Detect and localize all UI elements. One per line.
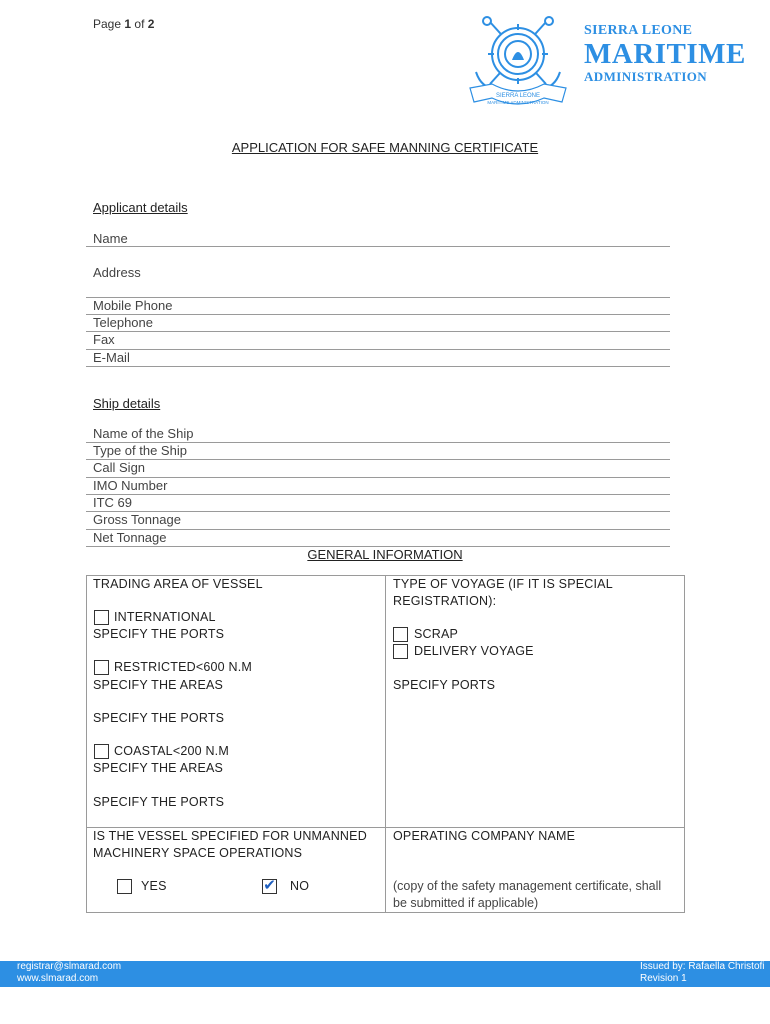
applicant-heading: Applicant details	[93, 200, 188, 215]
applicant-name-field[interactable]: Name	[86, 231, 670, 247]
seal-text-top: SIERRA LEONE	[495, 93, 541, 99]
trading-area-title: TRADING AREA OF VESSEL	[93, 577, 263, 591]
seal-text-bottom: MARITIME ADMINISTRATION	[487, 100, 549, 105]
footer-email[interactable]: registrar@slmarad.com	[17, 961, 122, 972]
scrap-checkbox[interactable]	[393, 627, 408, 642]
applicant-fax-field[interactable]: Fax	[86, 332, 670, 350]
restricted-specify-ports: SPECIFY THE PORTS	[93, 711, 225, 725]
unmanned-no-label: NO	[290, 879, 310, 893]
voyage-title-line1: TYPE OF VOYAGE (IF IT IS SPECIAL	[393, 577, 613, 591]
ship-heading: Ship details	[93, 396, 161, 411]
page-indicator	[93, 17, 154, 31]
unmanned-question-line2: MACHINERY SPACE OPERATIONS	[93, 846, 303, 860]
restricted-label: RESTRICTED<600 N.M	[114, 660, 253, 674]
maritime-seal-logo	[462, 14, 574, 110]
document-title: APPLICATION FOR SAFE MANNING CERTIFICATE	[231, 140, 539, 155]
ship-type-field[interactable]: Type of the Ship	[86, 443, 670, 460]
international-label: INTERNATIONAL	[114, 610, 216, 624]
applicant-address-field[interactable]: Address	[86, 265, 670, 298]
footer-revision: Revision 1	[640, 973, 687, 984]
page-label: Page	[93, 17, 122, 31]
coastal-label: COASTAL<200 N.M	[114, 744, 229, 758]
restricted-checkbox[interactable]	[94, 660, 109, 675]
page-current: 1	[124, 17, 132, 31]
table-divider-horizontal	[86, 827, 685, 828]
ship-net-tonnage-field[interactable]: Net Tonnage	[86, 530, 670, 547]
applicant-mobile-field[interactable]: Mobile Phone	[86, 298, 670, 315]
page-total: 2	[147, 17, 155, 31]
coastal-specify-ports: SPECIFY THE PORTS	[93, 795, 225, 809]
applicant-telephone-field[interactable]: Telephone	[86, 315, 670, 332]
brand-line-1: SIERRA LEONE	[584, 23, 693, 38]
table-divider-vertical	[385, 575, 386, 913]
general-info-heading: GENERAL INFORMATION	[307, 547, 463, 562]
ship-imo-field[interactable]: IMO Number	[86, 478, 670, 495]
footer-bar	[0, 961, 770, 987]
applicant-email-field[interactable]: E-Mail	[86, 350, 670, 367]
brand-line-2: MARITIME	[584, 38, 746, 70]
ship-gross-tonnage-field[interactable]: Gross Tonnage	[86, 512, 670, 530]
international-specify-ports: SPECIFY THE PORTS	[93, 627, 225, 641]
voyage-specify-ports: SPECIFY PORTS	[393, 678, 496, 692]
unmanned-question-line1: IS THE VESSEL SPECIFIED FOR UNMANNED	[93, 829, 367, 843]
brand-line-3: ADMINISTRATION	[584, 69, 708, 84]
unmanned-yes-checkbox[interactable]	[117, 879, 132, 894]
voyage-title-line2: REGISTRATION):	[393, 594, 497, 608]
unmanned-yes-label: YES	[141, 879, 167, 893]
ship-name-field[interactable]: Name of the Ship	[86, 426, 670, 443]
operating-company-title: OPERATING COMPANY NAME	[393, 829, 576, 843]
international-checkbox[interactable]	[94, 610, 109, 625]
scrap-label: SCRAP	[414, 627, 459, 641]
footer-issued-by: Issued by: Rafaella Christofi	[640, 961, 765, 972]
operating-company-note-line1: (copy of the safety management certificate, shall	[393, 879, 662, 893]
coastal-specify-areas: SPECIFY THE AREAS	[93, 761, 224, 775]
delivery-voyage-checkbox[interactable]	[393, 644, 408, 659]
ship-call-sign-field[interactable]: Call Sign	[86, 460, 670, 478]
footer-website[interactable]: www.slmarad.com	[17, 973, 99, 984]
delivery-voyage-label: DELIVERY VOYAGE	[414, 644, 534, 658]
unmanned-no-checkbox[interactable]: ✔	[263, 877, 276, 894]
page-of: of	[134, 17, 145, 31]
operating-company-note-line2: be submitted if applicable)	[393, 896, 539, 910]
ship-itc69-field[interactable]: ITC 69	[86, 495, 670, 512]
coastal-checkbox[interactable]	[94, 744, 109, 759]
brand-wordmark	[584, 23, 746, 85]
restricted-specify-areas: SPECIFY THE AREAS	[93, 678, 224, 692]
